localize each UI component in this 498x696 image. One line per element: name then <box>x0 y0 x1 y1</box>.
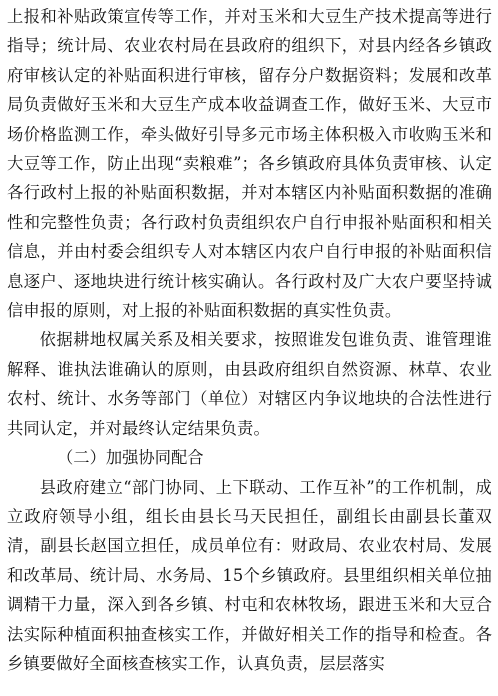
paragraph-land-rights: 依据耕地权属关系及相关要求，按照谁发包谁负责、谁管理谁解释、谁执法谁确认的原则，由县政府组织自然资源、林草、农业农村、统计、水务等部门（单位）对辖区内争议地块的合法性进行共同认定，并对最终认定结果负责。 <box>7 330 492 438</box>
section-heading: （二）加强协同配合 <box>57 448 204 468</box>
paragraph-coordination: 县政府建立“部门协同、上下联动、工作互补”的工作机制，成立政府领导小组，组长由县长马天民担任，副组长由副县长董双清，副县长赵国立担任，成员单位有：财政局、农业农村局、发展和改革局、统计局、水务局、15个乡镇政府。县里组织相关单位抽调精干力量，深入到各乡镇、村屯和农林牧场，跟进玉米和大豆合法实际种植面积抽查核实工作，并做好相关工作的指导和检查。各乡镇要做好全面核查核实工作，认真负责，层层落实 <box>7 477 492 673</box>
paragraph-duties: 上报和补贴政策宣传等工作，并对玉米和大豆生产技术提高等进行指导；统计局、农业农村局在县政府的组织下，对县内经各乡镇政府审核认定的补贴面积进行审核，留存分户数据资料；发展和改革局负责做好玉米和大豆生产成本收益调查工作，做好玉米、大豆市场价格监测工作，牵头做好引导多元市场主体积极入市收购玉米和大豆等工作，防止出现“卖粮难”；各乡镇政府具体负责审核、认定各行政村上报的补贴面积数据，并对本辖区内补贴面积数据的准确性和完整性负责；各行政村负责组织农户自行申报补贴面积和相关信息，并由村委会组织专人对本辖区内农户自行申报的补贴面积信息逐户、逐地块进行统计核实确认。各行政村及广大农户要坚持诚信申报的原则，对上报的补贴面积数据的真实性负责。 <box>7 7 492 321</box>
